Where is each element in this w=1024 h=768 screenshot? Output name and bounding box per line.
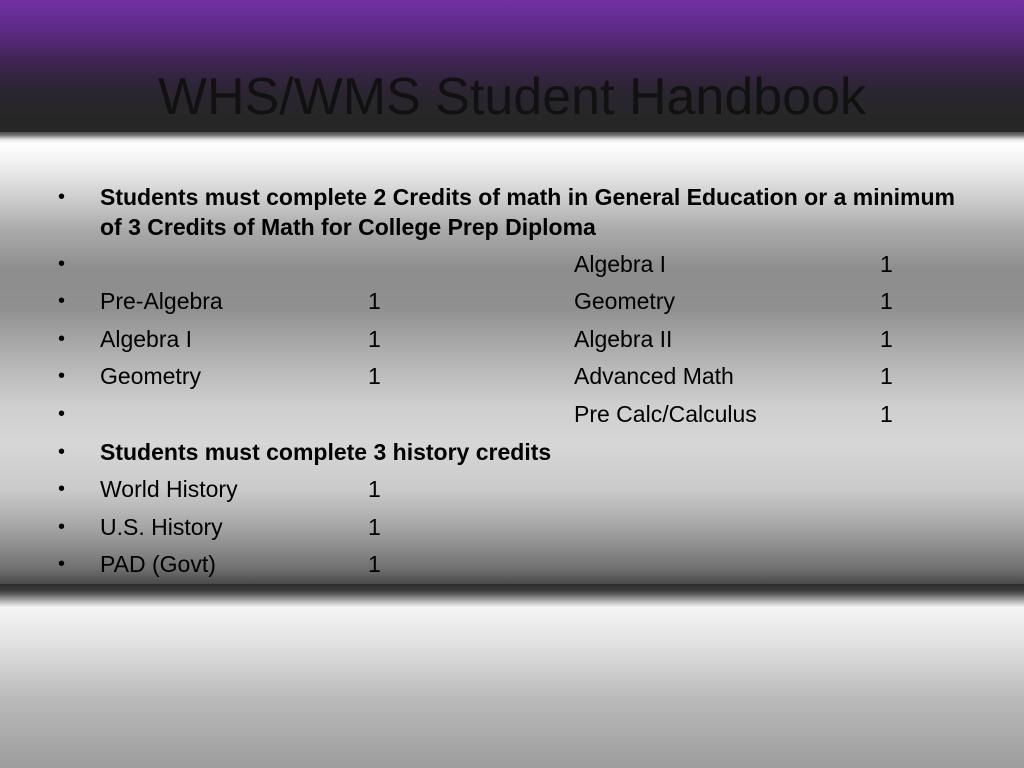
history-credits: 1 xyxy=(368,514,381,540)
general-course: Algebra I xyxy=(100,326,193,352)
bullet-glyph: • xyxy=(58,186,66,208)
slide-title: WHS/WMS Student Handbook xyxy=(157,68,867,126)
list-item-history-row xyxy=(0,509,1024,546)
college-credits: 1 xyxy=(880,401,893,427)
list-item-history-row xyxy=(0,546,1024,583)
college-course: Geometry xyxy=(574,288,675,314)
college-credits: 1 xyxy=(880,363,893,389)
college-course: Advanced Math xyxy=(574,363,734,389)
bullet-glyph: • xyxy=(58,290,66,312)
list-item-math-row xyxy=(0,283,1024,320)
list-item-history-intro xyxy=(0,434,1024,471)
history-requirement-text: Students must complete 3 history credits xyxy=(100,439,552,465)
bullet-glyph: • xyxy=(58,478,66,500)
history-course: U.S. History xyxy=(100,514,223,540)
history-course: World History xyxy=(100,476,238,502)
history-credits: 1 xyxy=(368,551,381,577)
bullet-glyph: • xyxy=(58,403,66,425)
bullet-glyph: • xyxy=(58,441,66,463)
bullet-glyph: • xyxy=(58,516,66,538)
list-item-math-row xyxy=(0,321,1024,358)
general-course: Geometry xyxy=(100,363,201,389)
general-course: Pre-Algebra xyxy=(100,288,223,314)
college-course: Algebra I xyxy=(574,251,667,277)
bullet-glyph: • xyxy=(58,365,66,387)
general-credits: 1 xyxy=(368,288,381,314)
college-credits: 1 xyxy=(880,288,893,314)
list-item-math-intro xyxy=(0,180,1024,244)
list-item-math-row xyxy=(0,358,1024,395)
bullet-glyph: • xyxy=(58,253,66,275)
college-course: Algebra II xyxy=(574,326,673,352)
list-item-math-row xyxy=(0,396,1024,433)
general-credits: 1 xyxy=(368,326,381,352)
bullet-glyph: • xyxy=(58,553,66,575)
bullet-glyph: • xyxy=(58,328,66,350)
math-requirement-text: Students must complete 2 Credits of math in General Education or a minimum of 3 Credits of Math for College Prep Diploma xyxy=(100,184,955,240)
list-item-math-row xyxy=(0,246,1024,283)
college-credits: 1 xyxy=(880,251,893,277)
history-credits: 1 xyxy=(368,476,381,502)
college-credits: 1 xyxy=(880,326,893,352)
list-item-history-row xyxy=(0,471,1024,508)
college-course: Pre Calc/Calculus xyxy=(574,401,757,427)
general-credits: 1 xyxy=(368,363,381,389)
history-course: PAD (Govt) xyxy=(100,551,216,577)
